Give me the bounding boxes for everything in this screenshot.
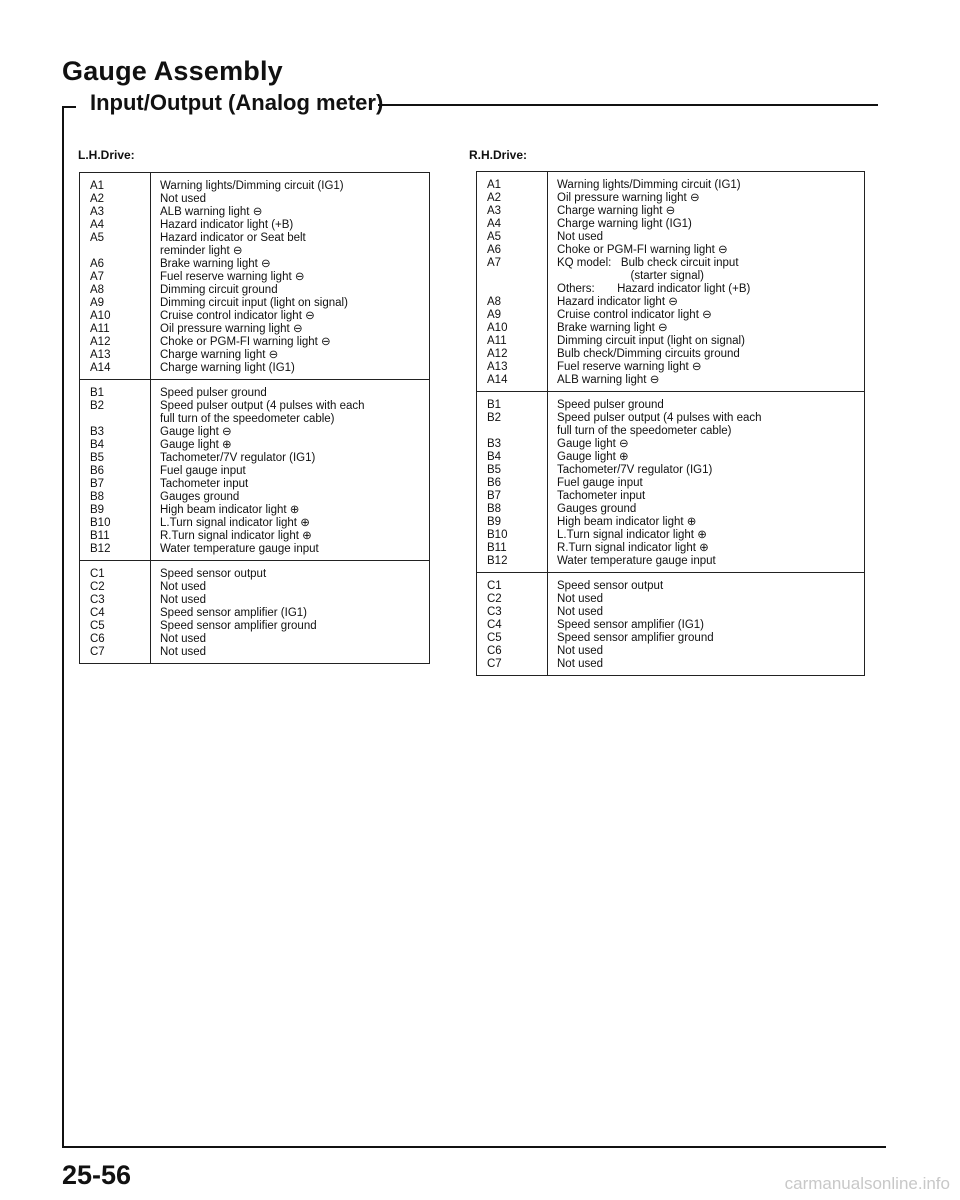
pin-label: A14 [487,374,508,386]
pin-description: (starter signal) [557,270,704,282]
pin-description: Speed sensor amplifier ground [160,620,317,632]
pin-label: B12 [487,555,508,567]
pin-label: B6 [487,477,502,489]
pin-label: A5 [487,231,502,243]
pin-description: Not used [557,593,604,605]
pin-label: A5 [90,232,105,244]
pin-description: Fuel reserve warning light ⊖ [160,271,305,283]
pin-description: reminder light ⊖ [160,245,243,257]
pin-label: A10 [90,310,111,322]
pin-description: full turn of the speedometer cable) [557,425,732,437]
page-border-left [62,106,64,1146]
pin-column [477,392,548,573]
lhd-label: L.H.Drive: [78,148,135,162]
pin-group [477,172,865,392]
rhd-label: R.H.Drive: [469,148,528,162]
pin-label [90,245,150,258]
pin-description: Fuel reserve warning light ⊖ [557,361,702,373]
pin-label: B5 [90,452,105,464]
pin-label: C6 [90,633,105,645]
pin-label: A13 [487,361,508,373]
pin-label: C2 [90,581,105,593]
pin-label [487,425,547,438]
description-column [151,173,430,380]
pin-description: Brake warning light ⊖ [160,258,271,270]
pin-label: B1 [90,387,105,399]
pin-description: Fuel gauge input [557,477,643,489]
pin-description: Warning lights/Dimming circuit (IG1) [160,180,344,192]
pin-description: Charge warning light (IG1) [160,362,295,374]
pin-group [80,561,430,664]
pin-label: A9 [487,309,502,321]
pin-label: C3 [487,606,502,618]
pin-column [80,380,151,561]
pin-label: B5 [487,464,502,476]
pin-label: B7 [487,490,502,502]
pin-description: Cruise control indicator light ⊖ [160,310,315,322]
section-heading: Input/Output (Analog meter) [90,90,384,115]
pin-label: B2 [90,400,105,412]
pin-group [80,380,430,561]
pin-description: Hazard indicator light (+B) [160,219,294,231]
pin-label: A6 [90,258,105,270]
pin-description: ALB warning light ⊖ [160,206,263,218]
pin-label: C7 [487,658,502,670]
pin-label: A12 [487,348,508,360]
pin-description: Dimming circuit input (light on signal) [160,297,348,309]
pin-description: Gauge light ⊕ [557,451,629,463]
lhd-pin-table [79,172,430,664]
pin-label: A11 [487,335,507,347]
pin-description: Speed pulser ground [557,399,664,411]
description-column [548,392,865,573]
pin-description: Tachometer input [160,478,249,490]
pin-label: A9 [90,297,105,309]
pin-description: L.Turn signal indicator light ⊕ [160,517,310,529]
pin-description: Speed sensor output [160,568,267,580]
pin-description: Choke or PGM-FI warning light ⊖ [557,244,728,256]
pin-description: Bulb check/Dimming circuits ground [557,348,740,360]
pin-label: A1 [487,179,502,191]
pin-description: Tachometer input [557,490,646,502]
rhd-pin-table [476,171,865,676]
pin-label: A8 [487,296,502,308]
pin-description: Others: Hazard indicator light (+B) [557,283,751,295]
pin-label: A2 [90,193,105,205]
pin-description: Gauges ground [160,491,240,503]
watermark: carmanualsonline.info [784,1174,950,1193]
pin-description: Not used [557,606,604,618]
pin-label: C5 [487,632,502,644]
pin-label: C3 [90,594,105,606]
pin-description: Oil pressure warning light ⊖ [557,192,700,204]
pin-label: A6 [487,244,502,256]
pin-description: Not used [160,581,207,593]
pin-description: L.Turn signal indicator light ⊕ [557,529,707,541]
page-border-bottom [62,1146,886,1148]
pin-label: B9 [90,504,105,516]
pin-description: KQ model: Bulb check circuit input [557,257,739,269]
pin-description: Gauge light ⊖ [160,426,232,438]
pin-label: B9 [487,516,502,528]
pin-label: C7 [90,646,105,658]
pin-label: C1 [90,568,105,580]
pin-label [487,283,547,296]
pin-description: full turn of the speedometer cable) [160,413,335,425]
pin-label: B6 [90,465,105,477]
pin-label: A1 [90,180,105,192]
pin-label: A4 [90,219,105,231]
description-column [548,573,865,676]
pin-description: Charge warning light ⊖ [160,349,279,361]
pin-label: A3 [90,206,105,218]
pin-description: Gauge light ⊖ [557,438,629,450]
pin-label: A7 [90,271,105,283]
pin-description: Cruise control indicator light ⊖ [557,309,712,321]
pin-label: A3 [487,205,502,217]
pin-description: Oil pressure warning light ⊖ [160,323,303,335]
pin-description: Not used [160,193,207,205]
pin-label: C4 [90,607,105,619]
pin-description: Brake warning light ⊖ [557,322,668,334]
pin-label [487,270,547,283]
pin-label: C4 [487,619,502,631]
pin-description: Not used [557,645,604,657]
pin-description: R.Turn signal indicator light ⊕ [160,530,312,542]
pin-label: A13 [90,349,111,361]
pin-description: ALB warning light ⊖ [557,374,660,386]
pin-description: Dimming circuit input (light on signal) [557,335,745,347]
page-number: 25-56 [62,1160,132,1190]
pin-label: B7 [90,478,105,490]
pin-description: Not used [160,594,207,606]
pin-label: B11 [487,542,507,554]
pin-description: Not used [557,231,604,243]
description-column [548,172,865,392]
section-rule-left [62,106,76,108]
pin-label: A10 [487,322,508,334]
pin-label: B4 [487,451,502,463]
pin-description: Speed sensor output [557,580,664,592]
pin-label: A14 [90,362,111,374]
pin-description: Dimming circuit ground [160,284,278,296]
pin-label: B11 [90,530,110,542]
pin-description: Gauge light ⊕ [160,439,232,451]
pin-label: A8 [90,284,105,296]
pin-label: A4 [487,218,502,230]
pin-description: Not used [557,658,604,670]
pin-description: Tachometer/7V regulator (IG1) [557,464,713,476]
pin-description: Hazard indicator light ⊖ [557,296,678,308]
pin-description: High beam indicator light ⊕ [160,504,300,516]
pin-description: Fuel gauge input [160,465,246,477]
pin-label: B3 [487,438,502,450]
page-title: Gauge Assembly [62,56,283,86]
pin-description: Not used [160,633,207,645]
pin-label: B1 [487,399,502,411]
description-column [151,380,430,561]
pin-column [80,561,151,664]
pin-description: Speed sensor amplifier ground [557,632,714,644]
pin-description: Water temperature gauge input [557,555,716,567]
pin-label: C5 [90,620,105,632]
description-column [151,561,430,664]
pin-column [80,173,151,380]
pin-label: B8 [90,491,105,503]
pin-label: C6 [487,645,502,657]
pin-label: A11 [90,323,110,335]
pin-description: Not used [160,646,207,658]
pin-column [477,172,548,392]
pin-label [90,413,150,426]
pin-label: B3 [90,426,105,438]
pin-label: A12 [90,336,111,348]
pin-description: High beam indicator light ⊕ [557,516,697,528]
pin-description: Charge warning light ⊖ [557,205,676,217]
pin-description: Charge warning light (IG1) [557,218,692,230]
pin-group [80,173,430,380]
pin-label: B10 [90,517,111,529]
pin-column [477,573,548,676]
pin-description: Speed sensor amplifier (IG1) [160,607,308,619]
pin-label: B12 [90,543,111,555]
pin-description: Choke or PGM-FI warning light ⊖ [160,336,331,348]
pin-description: Speed pulser output (4 pulses with each [557,412,762,424]
pin-description: Hazard indicator or Seat belt [160,232,306,244]
pin-label: B8 [487,503,502,515]
pin-group [477,392,865,573]
pin-description: Speed sensor amplifier (IG1) [557,619,705,631]
pin-label: A2 [487,192,502,204]
pin-label: B2 [487,412,502,424]
pin-label: C2 [487,593,502,605]
pin-label: B4 [90,439,105,451]
pin-description: Speed pulser output (4 pulses with each [160,400,365,412]
pin-description: Speed pulser ground [160,387,267,399]
pin-description: Water temperature gauge input [160,543,319,555]
pin-label: C1 [487,580,502,592]
pin-description: Tachometer/7V regulator (IG1) [160,452,316,464]
pin-description: Gauges ground [557,503,637,515]
pin-group [477,573,865,676]
pin-description: Warning lights/Dimming circuit (IG1) [557,179,741,191]
pin-description: R.Turn signal indicator light ⊕ [557,542,709,554]
section-rule [378,104,878,106]
pin-label: A7 [487,257,502,269]
pin-label: B10 [487,529,508,541]
